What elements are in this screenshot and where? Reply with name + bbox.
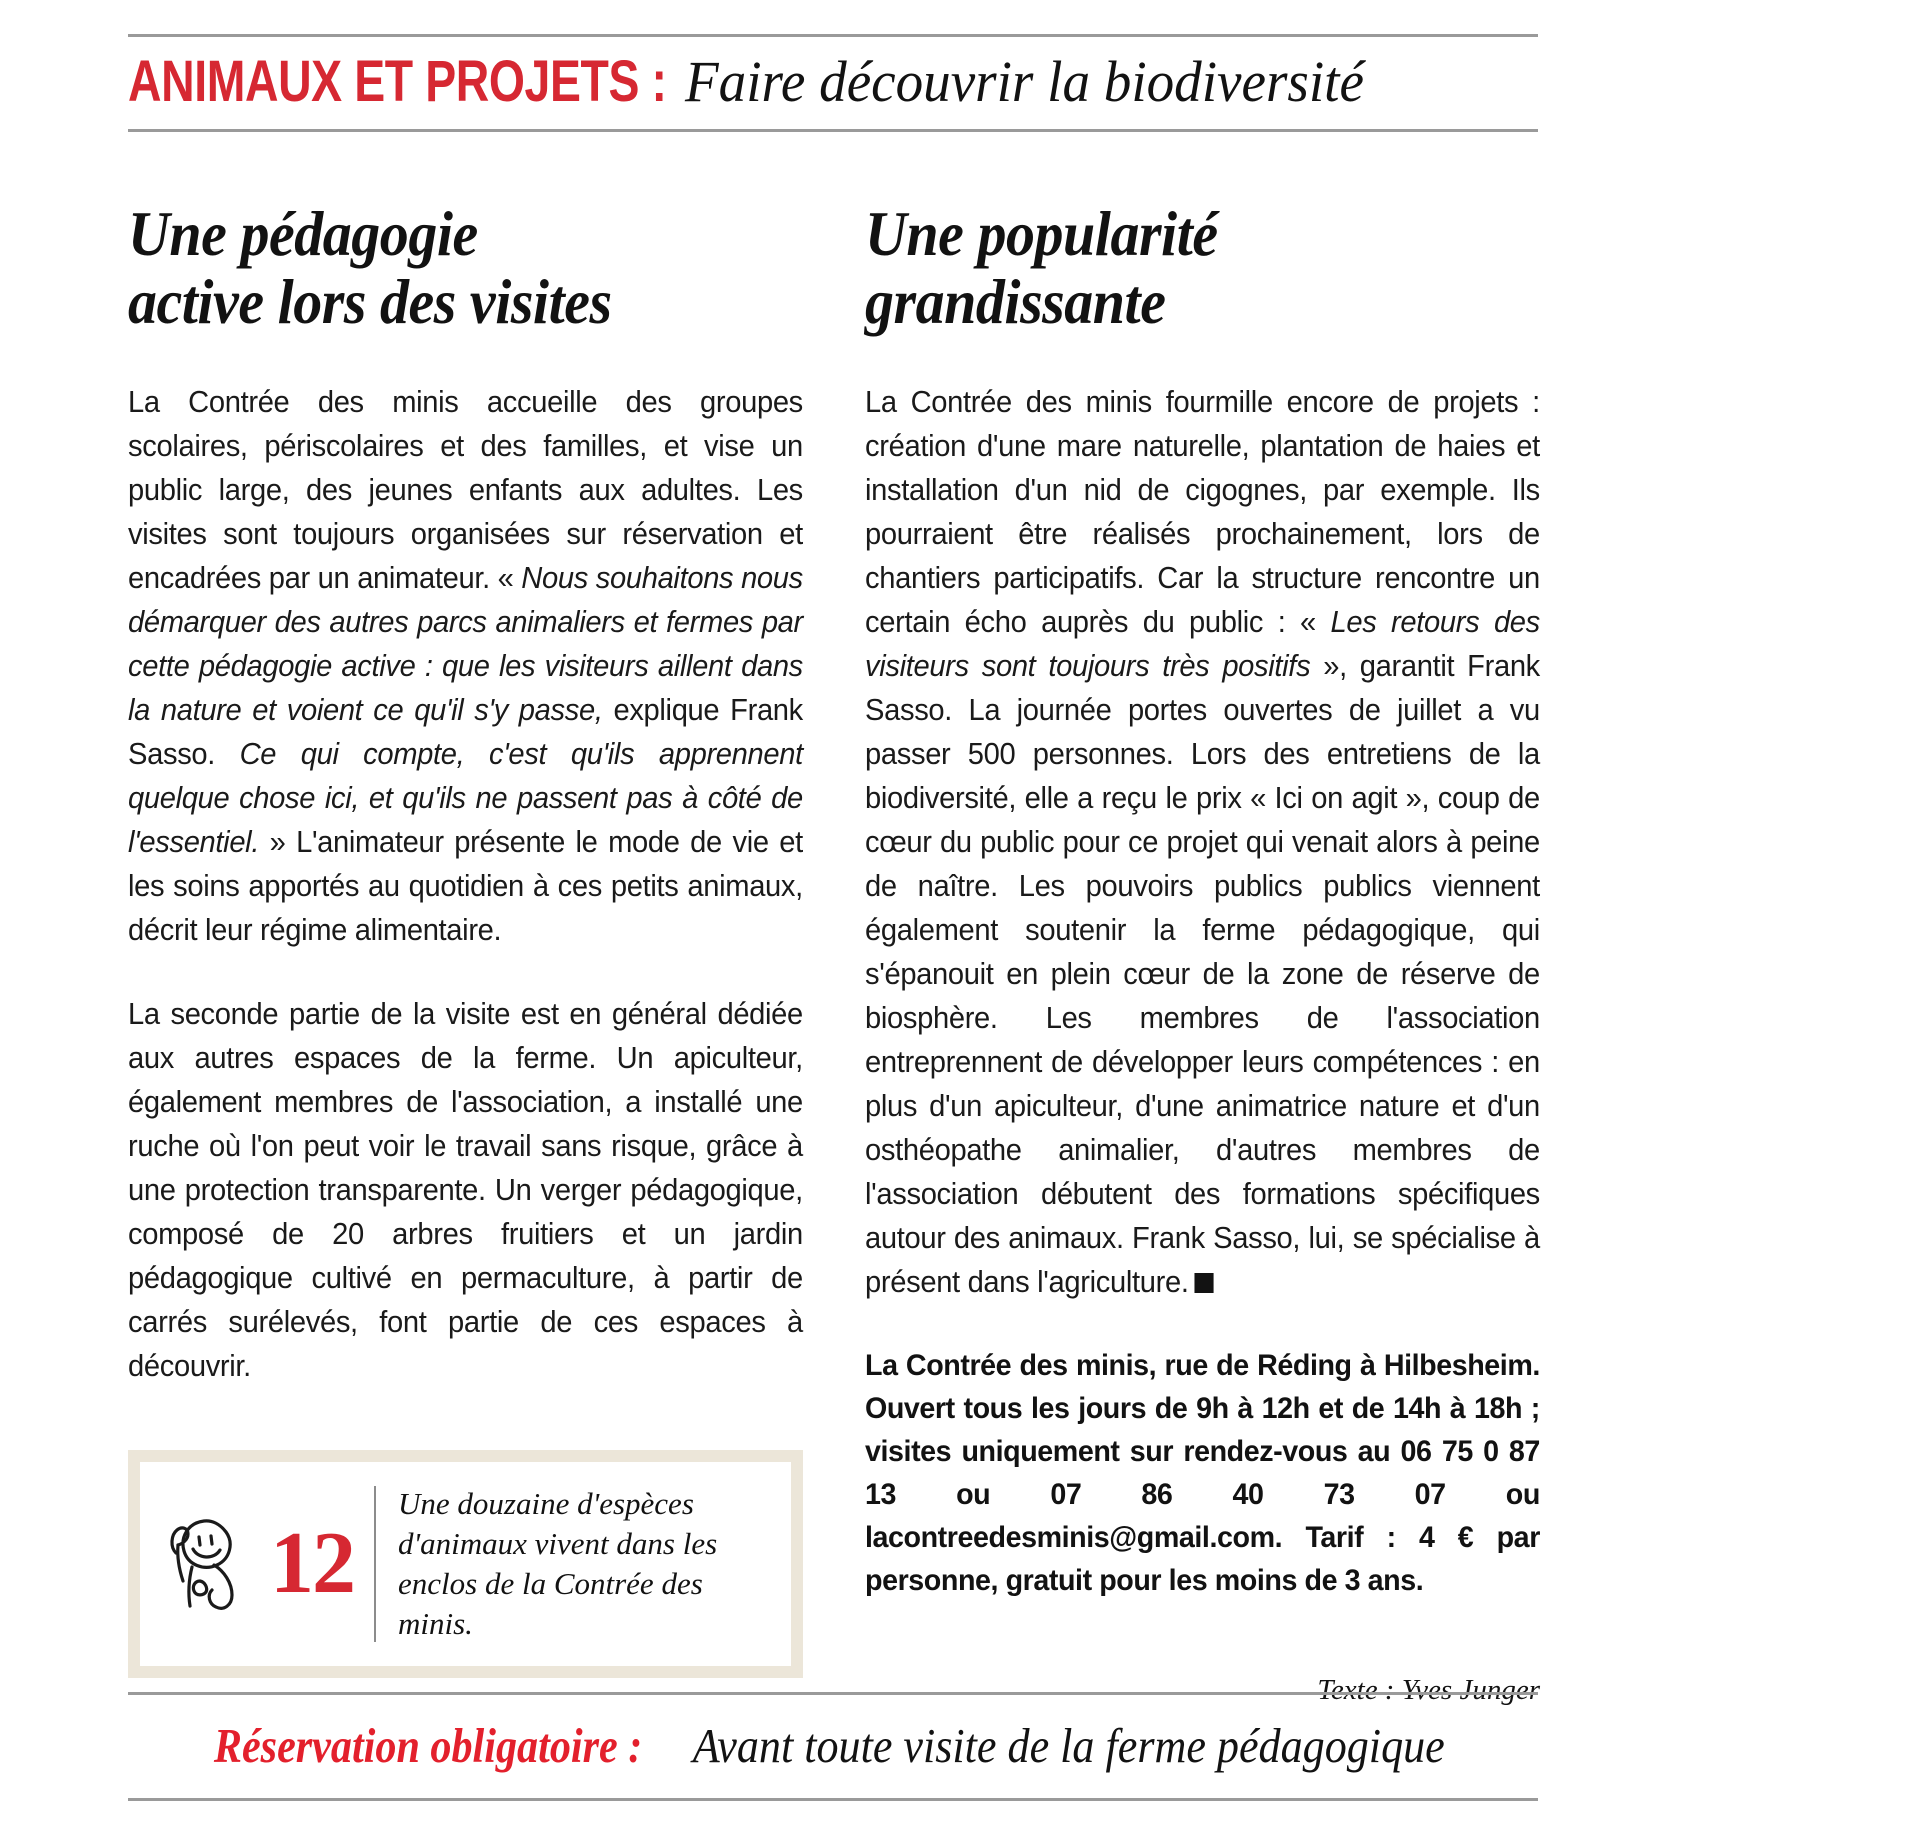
right-headline	[865, 200, 1536, 336]
contact-info-block: La Contrée des minis, rue de Réding à Hilbesheim. Ouvert tous les jours de 9h à 12h et de 14h à 18h ; visites uniquement sur rendez-vous au 06 75 0 87 13 ou 07 86 40 73 07 ou lacontreedesminis@gmail.com. Tarif : 4 € par personne, gratuit pour les moins de 3 ans.	[865, 1349, 1540, 1598]
right-p1-quote-1: Les retours des visiteurs sont toujours très positifs	[865, 605, 1540, 684]
infobox-caption-line-2: d'animaux vivent dans les	[398, 1526, 718, 1562]
left-p1-text-c: » L'animateur présente le mode de vie et les soins apportés au quotidien à ces petits animaux, décrit leur régime alimentaire.	[128, 825, 803, 948]
left-p1-quote-2: Ce qui compte, c'est qu'ils apprennent quelque chose ici, et qu'ils ne passent pas à côté de l'essentiel.	[128, 737, 803, 860]
right-p1-text-b: », garantit Frank Sasso. La journée portes ouvertes de juillet a vu passer 500 personnes. Lors des entretiens de la biodiversité, elle a reçu le prix « Ici on agit », coup de cœur du public pour ce projet qui venait alors à peine de naître. Les pouvoirs publics publics viennent également soutenir la ferme pédagogique, qui s'épanouit en plein cœur de la zone de réserve de biosphère. Les membres de l'association entreprennent de développer leurs compétences : en plus d'un apiculteur, d'une animatrice nature et d'un osthéopathe animalier, d'autres membres de l'association débutent des formations spécifiques autour des animaux. Frank Sasso, lui, se spécialise à présent dans l'agriculture.	[865, 649, 1540, 1300]
kicker-text-line	[128, 37, 1538, 129]
right-paragraph-1	[865, 380, 1540, 1304]
left-column	[128, 200, 803, 1707]
left-paragraph-1	[128, 380, 803, 952]
left-headline-line-2: active lors des visites	[128, 267, 612, 338]
byline: Texte : Yves Junger	[1317, 1674, 1540, 1707]
right-headline-line-1: Une popularité	[865, 199, 1218, 269]
footer-label: Réservation obligatoire :	[214, 1718, 643, 1773]
article-columns	[128, 200, 1540, 1707]
infobox-caption-line-1: Une douzaine d'espèces	[398, 1486, 694, 1522]
footer-text-line	[128, 1695, 1538, 1798]
left-p1-quote-1: Nous souhaitons nous démarquer des autres parcs animaliers et fermes par cette pédagogie active : que les visiteurs aillent dans la nature et voient ce qu'il s'y passe,	[128, 561, 803, 728]
infobox-inner	[140, 1462, 791, 1666]
infobox-caption	[398, 1484, 771, 1644]
infobox-divider	[374, 1486, 376, 1642]
left-paragraph-2: La seconde partie de la visite est en général dédiée aux autres espaces de la ferme. Un apiculteur, également membres de l'association, a installé une ruche où l'on peut voir le travail sans risque, grâce à une protection transparente. Un verger pédagogique, composé de 20 arbres fruitiers et un jardin pédagogique cultivé en permaculture, à partir de carrés surélevés, font partie de ces espaces à découvrir.	[128, 997, 803, 1384]
left-headline	[128, 200, 799, 336]
kicker-subtitle: Faire découvrir la biodiversité	[685, 49, 1365, 114]
right-headline-line-2: grandissante	[865, 267, 1166, 338]
kicker-bottom-rule	[128, 129, 1538, 132]
left-headline-line-1: Une pédagogie	[128, 199, 478, 269]
right-column	[865, 200, 1540, 1707]
infobox-caption-line-3: enclos de la Contrée des minis.	[398, 1566, 703, 1642]
infobox-number: 12	[270, 1515, 354, 1613]
smiley-stick-figure-icon	[162, 1507, 254, 1622]
kicker-label: ANIMAUX ET PROJETS :	[128, 49, 667, 114]
footer-subtitle: Avant toute visite de la ferme pédagogique	[693, 1718, 1446, 1773]
left-p1-text-b: explique Frank Sasso.	[128, 693, 803, 772]
footer-bottom-rule	[128, 1798, 1538, 1801]
left-p1-text-a: La Contrée des minis accueille des groupes scolaires, périscolaires et des familles, et vise un public large, des jeunes enfants aux adultes. Les visites sont toujours organisées sur réservation et encadrées par un animateur. «	[128, 385, 803, 596]
infobox	[128, 1450, 803, 1678]
end-of-article-mark	[1194, 1273, 1213, 1293]
right-p1-text-a: La Contrée des minis fourmille encore de projets : création d'une mare naturelle, plantation de haies et installation d'un nid de cigognes, par exemple. Ils pourraient être réalisés prochainement, lors de chantiers participatifs. Car la structure rencontre un certain écho auprès du public : «	[865, 385, 1540, 640]
footer-banner	[128, 1692, 1538, 1801]
kicker-banner	[128, 34, 1538, 132]
